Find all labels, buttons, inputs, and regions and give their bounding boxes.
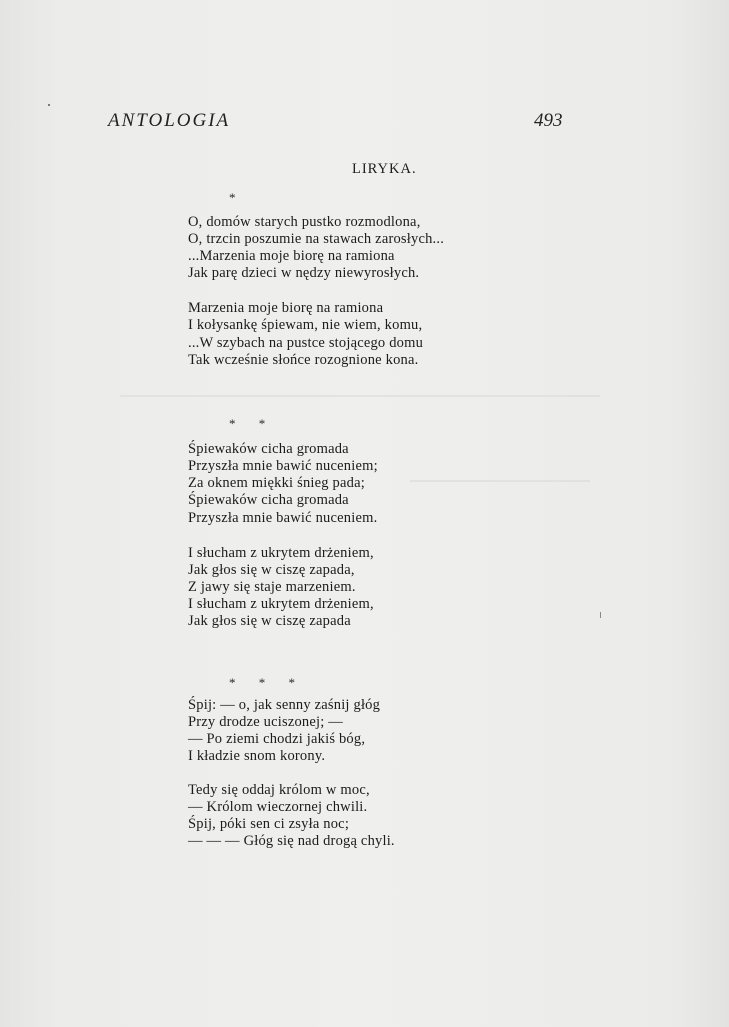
show-through-texture (410, 480, 590, 482)
poem-line: O, trzcin poszumie na stawach zarosłych... (188, 231, 445, 247)
poem-line: Jak głos się w ciszę zapada (188, 613, 351, 629)
poem-line: Za oknem miękki śnieg pada; (188, 475, 365, 491)
page-number: 493 (534, 110, 563, 131)
poem-line: ...W szybach na pustce stojącego domu (188, 335, 424, 351)
section-title: LIRYKA. (352, 161, 417, 177)
poem-line: Tedy się oddaj królom w moc, (188, 782, 370, 798)
poem-line: Z jawy się staje marzeniem. (188, 579, 356, 595)
poem-line: Przyszła mnie bawić nuceniem; (188, 458, 378, 474)
poem-line: I słucham z ukrytem drżeniem, (188, 596, 374, 612)
poem-2-asterism: * * (229, 416, 276, 431)
poem-line: — Królom wieczornej chwili. (188, 799, 368, 815)
poem-1-asterism: * (229, 190, 246, 205)
poem-line: Przy drodze uciszonej; — (188, 714, 343, 730)
poem-line: Jak parę dzieci w nędzy niewyrosłych. (188, 265, 420, 281)
poem-line: — — — Głóg się nad drogą chyli. (188, 833, 395, 849)
print-speck (600, 612, 601, 618)
poem-line: Śpij: — o, jak senny zaśnij głóg (188, 697, 381, 713)
poem-line: Marzenia moje biorę na ramiona (188, 300, 384, 316)
poem-line: Jak głos się w ciszę zapada, (188, 562, 355, 578)
print-speck (48, 104, 50, 106)
poem-line: Śpij, póki sen ci zsyła noc; (188, 816, 350, 832)
poem-line: Tak wcześnie słońce rozognione kona. (188, 352, 419, 368)
poem-line: ...Marzenia moje biorę na ramiona (188, 248, 395, 264)
poem-line: — Po ziemi chodzi jakiś bóg, (188, 731, 366, 747)
poem-line: Śpiewaków cicha gromada (188, 492, 349, 508)
poem-line: Śpiewaków cicha gromada (188, 441, 349, 457)
poem-line: I słucham z ukrytem drżeniem, (188, 545, 374, 561)
poem-line: O, domów starych pustko rozmodlona, (188, 214, 421, 230)
show-through-texture (120, 395, 600, 397)
poem-line: I kołysankę śpiewam, nie wiem, komu, (188, 317, 423, 333)
poem-line: I kładzie snom korony. (188, 748, 326, 764)
running-title: ANTOLOGIA (108, 110, 231, 131)
poem-line: Przyszła mnie bawić nuceniem. (188, 510, 378, 526)
poem-3-asterism: * * * (229, 675, 305, 690)
